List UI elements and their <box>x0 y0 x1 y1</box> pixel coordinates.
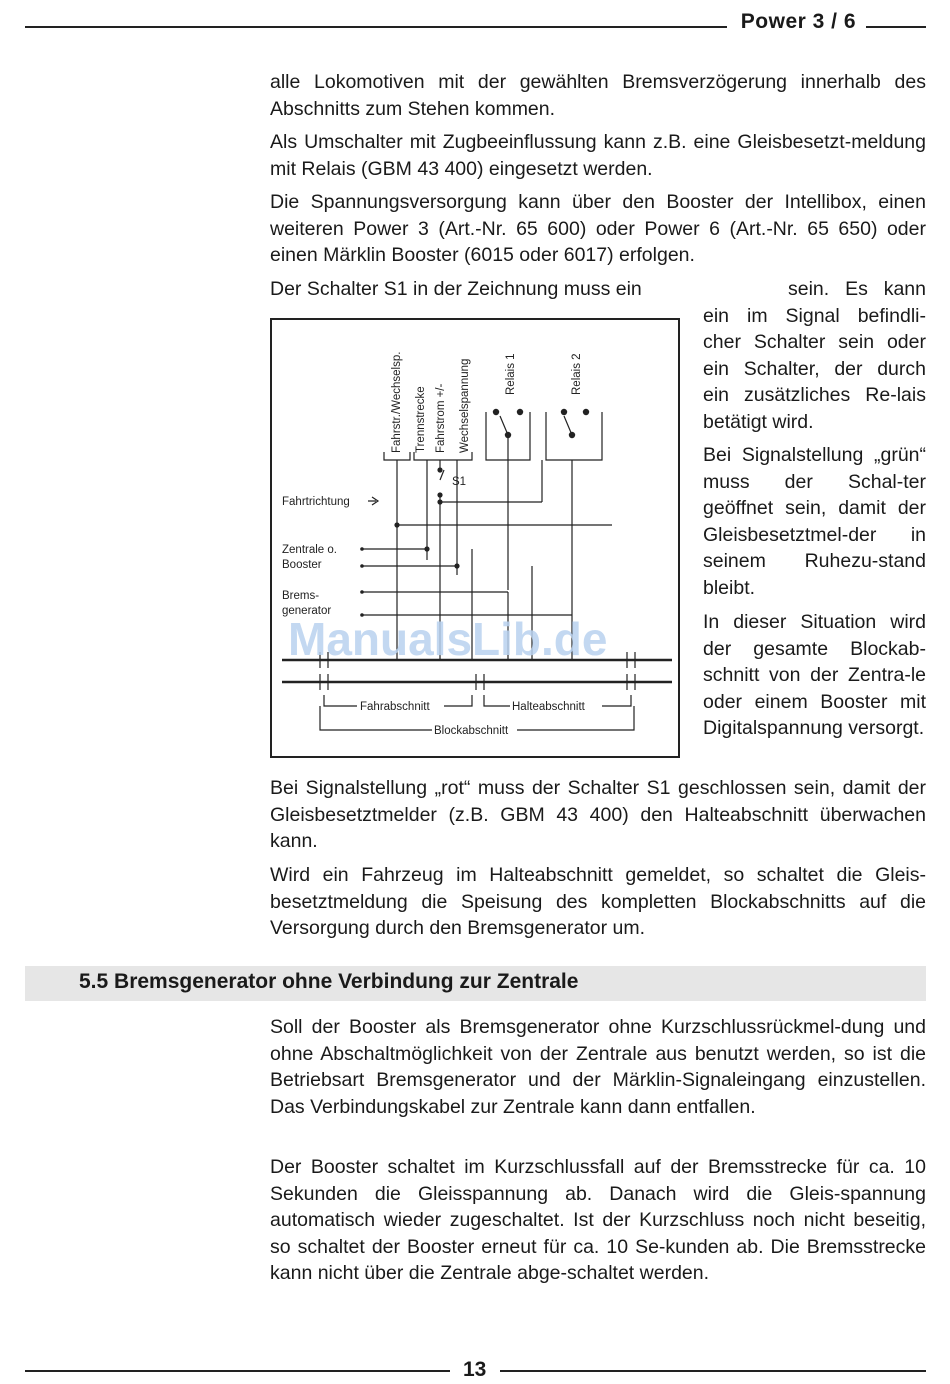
section-paragraph-2: Der Booster schaltet im Kurzschlussfall auf der Bremsstrecke für ca. 10 Sekunden die Gleisspannung ab. Danach wird die Gleis-spannung automatisch wieder zugeschaltet. Ist der Kurzschluss noch nicht beseitig, so schaltet der Booster erneut für ca. 10 Se-kunden ab. Die Bremsstrecke kann nicht über die Zentrale abge-schaltet werden. <box>270 1156 926 1284</box>
label-blockabschnitt: Blockabschnitt <box>434 725 509 737</box>
page-number: 13 <box>463 1358 487 1381</box>
label-relais-2: Relais 2 <box>571 353 583 395</box>
paragraph-4-start: Der Schalter S1 in der Zeichnung muss ein <box>270 278 642 300</box>
paragraph-3: Die Spannungsversorgung kann über den Booster der Intellibox, einen weiteren Power 3 (Art.-Nr. 65 600) oder Power 6 (Art.-Nr. 65 650) oder einen Märklin Booster (6015 oder 6017) erfolgen. <box>270 191 926 266</box>
section-paragraph-1: Soll der Booster als Bremsgenerator ohne Kurzschlussrückmel-dung und ohne Abschaltmöglichkeit von der Zentrale aus benutzt werden, so ist die Betriebsart Bremsgenerator und der Märklin-Signaleingang einzustellen. Das Verbindungskabel zur Zentrale kann dann entfallen. <box>270 1016 926 1118</box>
paragraph-7: Bei Signalstellung „rot“ muss der Schalter S1 geschlossen sein, damit der Gleisbesetztmelder (z.B. GBM 43 400) den Halteabschnitt überwachen kann. <box>270 777 926 852</box>
paragraph-1: alle Lokomotiven mit der gewählten Bremsverzögerung innerhalb des Abschnitts zum Stehen kommen. <box>270 71 926 120</box>
wiring-diagram <box>270 318 680 758</box>
wiring-diagram-svg <box>272 320 678 756</box>
label-fahrtrichtung: Fahrtrichtung <box>282 496 350 508</box>
label-s1: S1 <box>452 476 467 488</box>
paragraph-5: Bei Signalstellung „grün“ muss der Schal-ter geöffnet sein, damit der Gleisbesetztmel-der in seinem Ruhezu-stand bleibt. <box>703 444 926 599</box>
watermark-text: ManualsLib.de <box>288 613 608 665</box>
header-rule-left <box>25 26 727 28</box>
label-fahrabschnitt: Fahrabschnitt <box>360 701 430 713</box>
label-halteabschnitt: Halteabschnitt <box>512 701 585 713</box>
label-relais-1: Relais 1 <box>505 353 517 395</box>
paragraph-4-rest: sein. Es kann ein im Signal befindli-cher Schalter sein oder ein Schalter, der durch ein zusätzliches Re-lais betätigt wird. <box>703 278 926 433</box>
label-trennstrecke: Trennstrecke <box>415 386 427 453</box>
header-rule-right <box>866 26 926 28</box>
label-fahrstr: Fahrstr./Wechselsp. <box>391 351 403 453</box>
label-booster: Booster <box>282 559 322 571</box>
paragraph-8: Wird ein Fahrzeug im Halteabschnitt gemeldet, so schaltet die Gleis-besetztmeldung die Speisung des kompletten Blockabschnitts auf die Versorgung durch den Bremsgenerator um. <box>270 864 926 939</box>
label-brems: Brems- <box>282 590 320 602</box>
label-zentrale: Zentrale o. <box>282 544 337 556</box>
label-wechselspannung: Wechselspannung <box>459 358 471 453</box>
paragraph-2: Als Umschalter mit Zugbeeinflussung kann z.B. eine Gleisbesetzt-meldung mit Relais (GBM 43 400) eingesetzt werden. <box>270 131 926 180</box>
header-title: Power 3 / 6 <box>740 10 856 33</box>
footer-rule-left <box>25 1370 450 1372</box>
section-title: 5.5 Bremsgenerator ohne Verbindung zur Zentrale <box>79 970 579 993</box>
paragraph-6: In dieser Situation wird der gesamte Blockab-schnitt von der Zentra-le oder einem Booster mit Digitalspannung versorgt. <box>703 611 926 739</box>
label-fahrstrom: Fahrstrom +/- <box>435 383 447 453</box>
footer-rule-right <box>500 1370 926 1372</box>
label-generator: generator <box>282 605 332 617</box>
